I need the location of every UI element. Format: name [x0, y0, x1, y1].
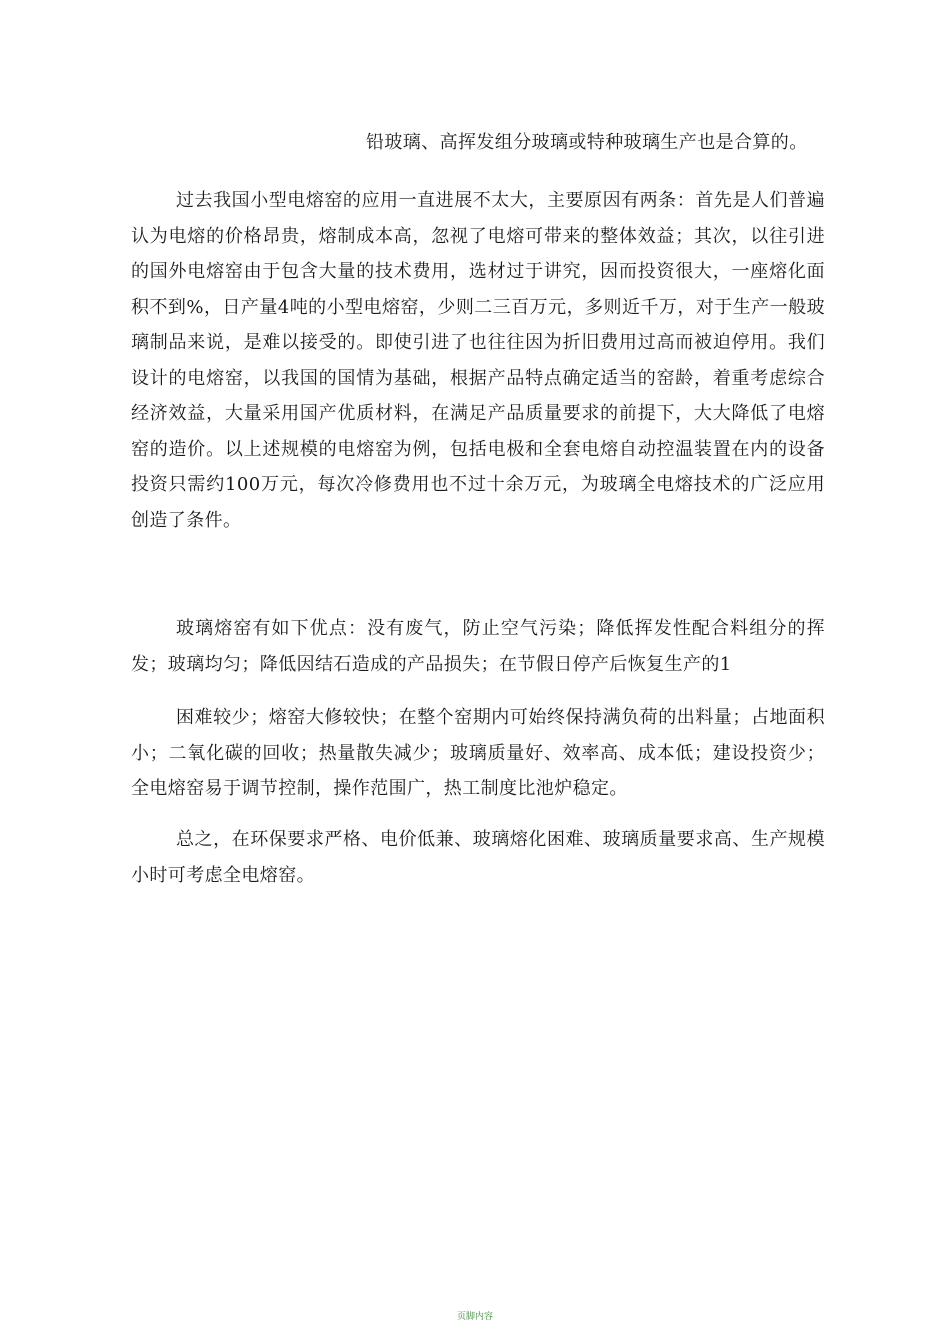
paragraph-conclusion: 总之，在环保要求严格、电价低兼、玻璃熔化困难、玻璃质量要求高、生产规模小时可考虑全电熔窑。: [131, 829, 825, 886]
paragraph-advantages-continued: 困难较少；熔窑大修较快；在整个窑期内可始终保持满负荷的出料量；占地面积小；二氧化碳的回收；热量散失减少；玻璃质量好、效率高、成本低；建设投资少；全电熔窑易于调节控制，操作范围广，热工制度比池炉稳定。: [131, 707, 825, 799]
paragraph-advantages: 玻璃熔窑有如下优点：没有废气，防止空气污染；降低挥发性配合料组分的挥发；玻璃均匀；降低因结石造成的产品损失；在节假日停产后恢复生产的1: [131, 618, 825, 675]
lead-line: 铅玻璃、高挥发组分玻璃或特种玻璃生产也是合算的。: [366, 132, 808, 153]
page-footer: 页脚内容: [456, 1312, 493, 1322]
paragraph-history: 过去我国小型电熔窑的应用一直进展不太大，主要原因有两条：首先是人们普遍认为电熔的价格昂贵，熔制成本高，忽视了电熔可带来的整体效益；其次，以往引进的国外电熔窑由于包含大量的技术费用，选材过于讲究，因而投资很大，一座熔化面积不到%，日产量4吨的小型电熔窑，少则二三百万元，多则近千万，对于生产一般玻璃制品来说，是难以接受的。即使引进了也往往因为折旧费用过高而被迫停用。我们设计的电熔窑，以我国的国情为基础，根据产品特点确定适当的窑龄，着重考虑综合经济效益，大量采用国产优质材料，在满足产品质量要求的前提下，大大降低了电熔窑的造价。以上述规模的电熔窑为例，包括电极和全套电熔自动控温装置在内的设备投资只需约100万元，每次冷修费用也不过十余万元，为玻璃全电熔技术的广泛应用创造了条件。: [131, 190, 825, 531]
